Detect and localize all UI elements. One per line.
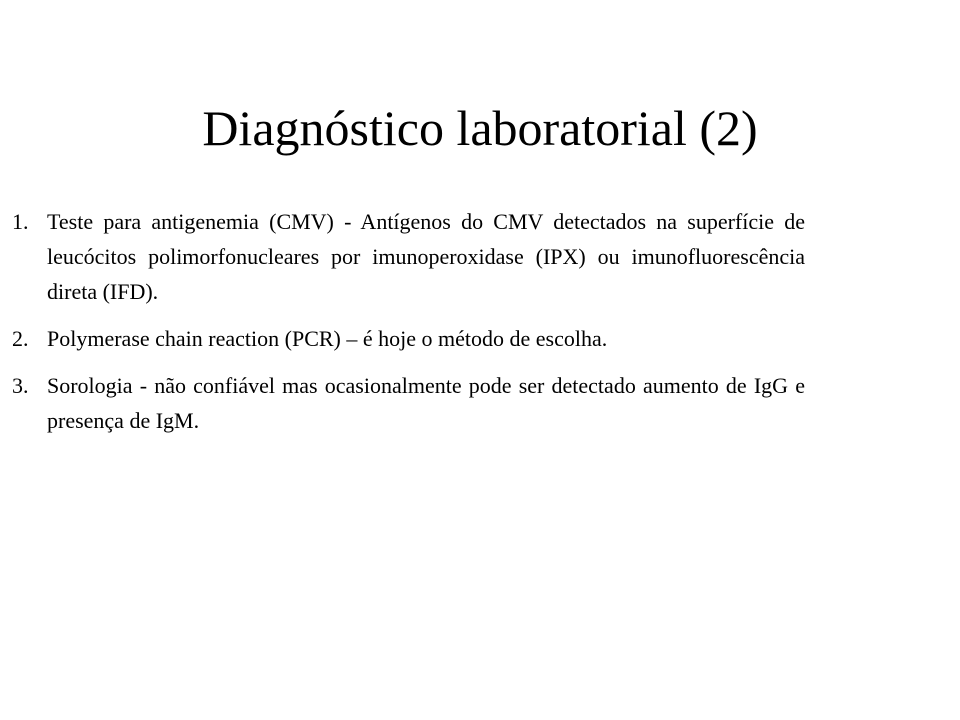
list-item <box>12 321 805 356</box>
list-item-text: Sorologia - não confiável mas ocasionalmente pode ser detectado aumento de IgG e presença de IgM. <box>47 373 805 433</box>
list-item-text: Polymerase chain reaction (PCR) – é hoje o método de escolha. <box>47 326 608 351</box>
list-item <box>12 204 805 309</box>
numbered-list <box>12 204 805 450</box>
list-item <box>12 368 805 438</box>
slide-title: Diagnóstico laboratorial (2) <box>202 100 758 156</box>
list-item-number: 1. <box>12 209 29 234</box>
list-item-number: 3. <box>12 373 29 398</box>
list-item-number: 2. <box>12 326 29 351</box>
list-item-text: Teste para antigenemia (CMV) - Antígenos do CMV detectados na superfície de leucócitos polimorfonucleares por imunoperoxidase (IPX) ou imunofluorescência direta (IFD). <box>47 209 805 304</box>
